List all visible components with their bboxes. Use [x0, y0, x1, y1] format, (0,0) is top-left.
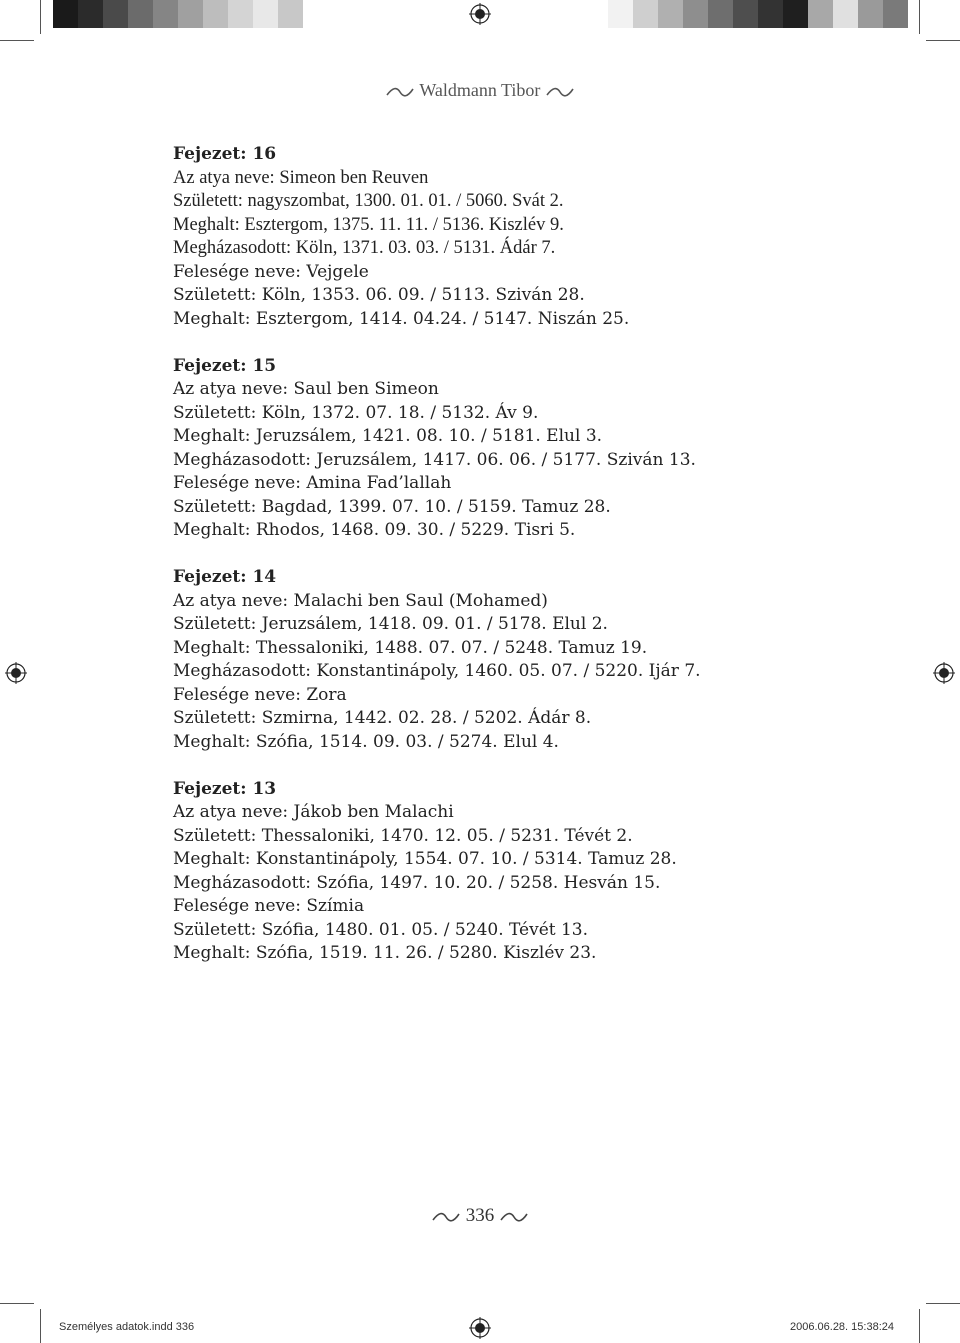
text-line: Született: Thessaloniki, 1470. 12. 05. / 5231. Tévét 2. [173, 825, 633, 846]
text-line: Az atya neve: Simeon ben Reuven [173, 167, 429, 188]
color-swatch [608, 0, 633, 28]
text-line: Született: Köln, 1372. 07. 18. / 5132. Áv 9. [173, 402, 539, 423]
color-swatch [658, 0, 683, 28]
page-number-value: 336 [465, 1205, 495, 1226]
registration-mark-icon [933, 662, 955, 684]
ornament-swash-icon [499, 1210, 529, 1224]
color-swatch [103, 0, 128, 28]
text-line: Felesége neve: Szímia [173, 896, 365, 916]
chapter-title: Fejezet: 15 [173, 355, 277, 376]
registration-mark-icon [5, 662, 27, 684]
color-swatch [303, 0, 328, 28]
ornament-swash-icon [385, 85, 415, 99]
chapter-title: Fejezet: 16 [173, 144, 277, 164]
color-swatch [683, 0, 708, 28]
slug-timestamp: 2006.06.28. 15:38:24 [790, 1321, 894, 1333]
chapter-title: Fejezet: 14 [173, 567, 277, 587]
crop-mark-bottom-right-h [926, 1303, 960, 1304]
crop-mark-top-right-v [919, 0, 920, 34]
text-line: Meghalt: Konstantinápoly, 1554. 07. 10. / 5314. Tamuz 28. [173, 849, 677, 869]
color-swatch [78, 0, 103, 28]
text-line: Született: Szófia, 1480. 01. 05. / 5240. Tévét 13. [173, 919, 589, 940]
color-swatch [128, 0, 153, 28]
slug-filename: Személyes adatok.indd 336 [59, 1321, 195, 1333]
text-line: Meghalt: Rhodos, 1468. 09. 30. / 5229. Tisri 5. [173, 520, 576, 540]
color-swatch [783, 0, 808, 28]
chapter-block [173, 355, 793, 543]
chapter-block [173, 566, 793, 754]
text-line: Meghalt: Esztergom, 1414. 04.24. / 5147. Niszán 25. [173, 308, 630, 329]
text-line: Született: Jeruzsálem, 1418. 09. 01. / 5178. Elul 2. [173, 614, 608, 634]
crop-mark-bottom-right-v [919, 1309, 920, 1343]
chapter-block [173, 143, 793, 331]
text-line: Az atya neve: Jákob ben Malachi [173, 802, 454, 822]
chapter-block [173, 778, 793, 966]
crop-mark-top-right-h [926, 40, 960, 41]
text-line: Megházasodott: Szófia, 1497. 10. 20. / 5258. Hesván 15. [173, 872, 661, 893]
color-swatch [633, 0, 658, 28]
text-line: Megházasodott: Jeruzsálem, 1417. 06. 06. / 5177. Sziván 13. [173, 449, 696, 470]
color-swatch [278, 0, 303, 28]
color-swatch [733, 0, 758, 28]
text-line: Felesége neve: Amina Fad’lallah [173, 473, 452, 493]
color-swatch [178, 0, 203, 28]
text-line: Az atya neve: Malachi ben Saul (Mohamed) [173, 590, 548, 611]
color-swatch [808, 0, 833, 28]
chapter-title: Fejezet: 13 [173, 778, 277, 799]
text-line: Született: nagyszombat, 1300. 01. 01. / 5060. Svát 2. [173, 191, 564, 211]
text-line: Meghalt: Szófia, 1514. 09. 03. / 5274. Elul 4. [173, 731, 559, 752]
page-number [0, 1205, 960, 1227]
ornament-swash-icon [431, 1210, 461, 1224]
text-line: Felesége neve: Vejgele [173, 261, 369, 282]
color-swatch [53, 0, 78, 28]
text-line: Megházasodott: Konstantinápoly, 1460. 05. 07. / 5220. Ijár 7. [173, 661, 701, 681]
color-swatch [883, 0, 908, 28]
text-line: Meghalt: Szófia, 1519. 11. 26. / 5280. Kiszlév 23. [173, 943, 597, 963]
text-line: Született: Szmirna, 1442. 02. 28. / 5202. Ádár 8. [173, 708, 592, 728]
text-line: Született: Köln, 1353. 06. 09. / 5113. Sziván 28. [173, 285, 585, 305]
color-swatch [708, 0, 733, 28]
text-line: Meghalt: Jeruzsálem, 1421. 08. 10. / 5181. Elul 3. [173, 426, 603, 446]
text-line: Meghalt: Thessaloniki, 1488. 07. 07. / 5248. Tamuz 19. [173, 637, 648, 658]
crop-mark-top-left-h [0, 40, 34, 41]
running-header [0, 80, 960, 101]
main-content [173, 143, 793, 989]
registration-mark-icon [469, 1317, 491, 1339]
color-swatch [758, 0, 783, 28]
color-swatch [153, 0, 178, 28]
crop-mark-top-left-v [40, 0, 41, 34]
ornament-swash-icon [545, 85, 575, 99]
text-line: Az atya neve: Saul ben Simeon [173, 379, 439, 399]
registration-mark-icon [469, 3, 491, 25]
text-line: Felesége neve: Zora [173, 684, 347, 705]
crop-mark-bottom-left-v [40, 1309, 41, 1343]
text-line: Meghalt: Esztergom, 1375. 11. 11. / 5136. Kiszlév 9. [173, 214, 564, 235]
color-swatch-strip-left [53, 0, 328, 28]
color-swatch [858, 0, 883, 28]
text-line: Megházasodott: Köln, 1371. 03. 03. / 5131. Ádár 7. [173, 238, 556, 258]
color-swatch [228, 0, 253, 28]
header-title: Waldmann Tibor [419, 80, 541, 100]
color-swatch [203, 0, 228, 28]
color-swatch [833, 0, 858, 28]
color-swatch [253, 0, 278, 28]
crop-mark-bottom-left-h [0, 1303, 34, 1304]
color-swatch-strip-right [608, 0, 908, 28]
text-line: Született: Bagdad, 1399. 07. 10. / 5159. Tamuz 28. [173, 496, 611, 517]
